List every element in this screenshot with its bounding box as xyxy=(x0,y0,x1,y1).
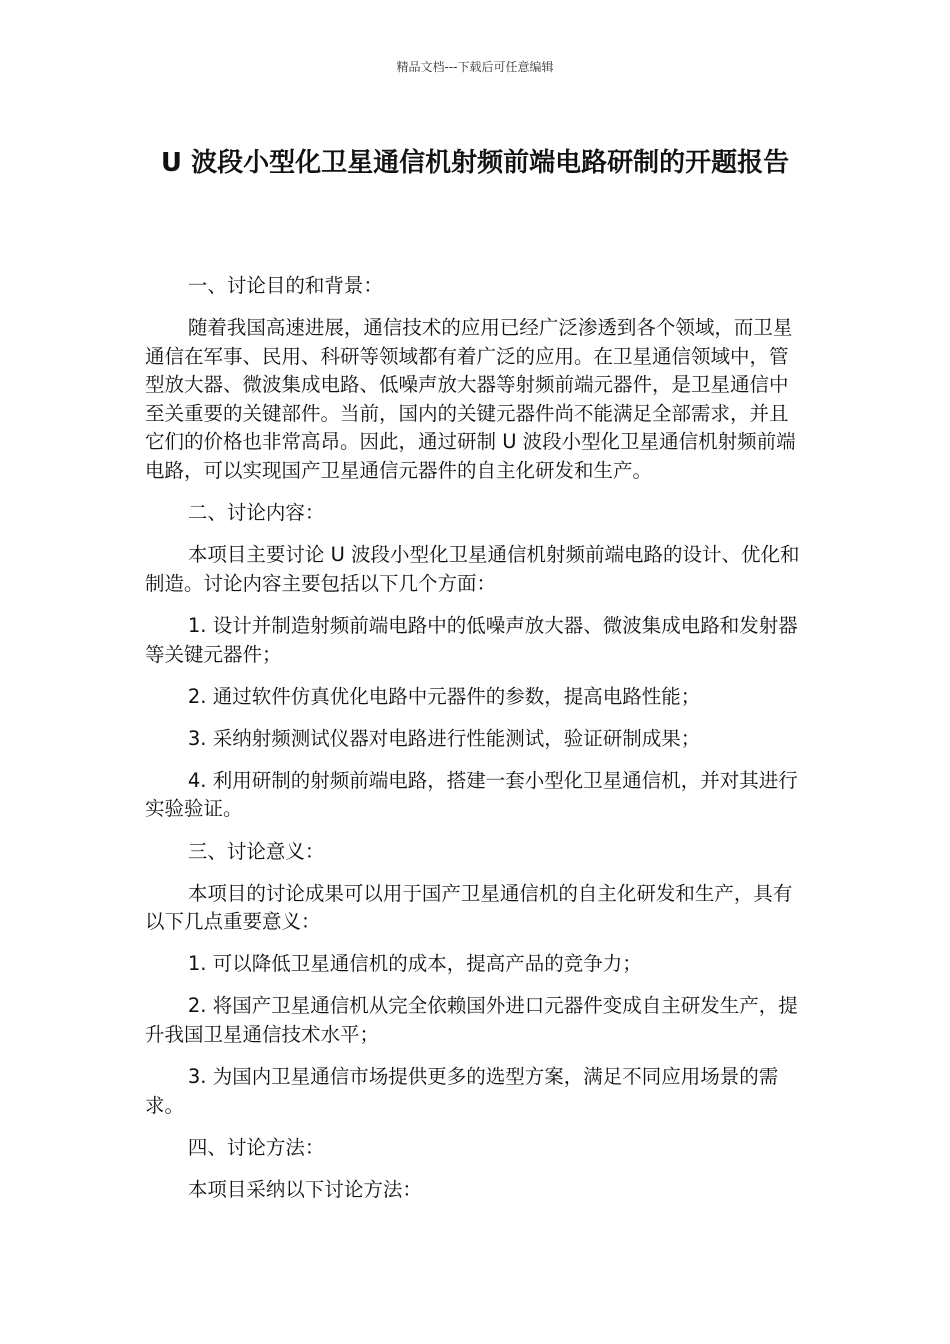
list-item-content-1: 1. 设计并制造射频前端电路中的低噪声放大器、微波集成电路和发射器等关键元器件； xyxy=(145,613,798,666)
section-heading-purpose: 一、讨论目的和背景： xyxy=(187,274,383,297)
list-item-significance-2: 2. 将国产卫星通信机从完全依赖国外进口元器件变成自主研发生产，提升我国卫星通信技术水平； xyxy=(145,994,798,1046)
paragraph-methods-intro: 本项目采纳以下讨论方法： xyxy=(187,1177,422,1201)
page-header-note: 精品文档---下载后可任意编辑 xyxy=(396,60,554,74)
list-item-content-3: 3. 采纳射频测试仪器对电路进行性能测试，验证研制成果； xyxy=(187,726,701,750)
section-heading-methods: 四、讨论方法： xyxy=(187,1135,325,1159)
paragraph-background: 随着我国高速进展，通信技术的应用已经广泛渗透到各个领域，而卫星通信在军事、民用、科研等领域都有着广泛的应用。在卫星通信领域中，管型放大器、微波集成电路、低噪声放大器等射频前端元器件，是卫星通信中至关重要的关键部件。当前，国内的关键元器件尚不能满足全部需求，并且它们的价格也非常高昂。因此，通过研制 U 波段小型化卫星通信机射频前端电路，可以实现国产卫星通信元器件的自主化研发和生产。 xyxy=(145,316,796,483)
list-item-content-4: 4. 利用研制的射频前端电路，搭建一套小型化卫星通信机，并对其进行实验验证。 xyxy=(145,768,798,821)
paragraph-content-intro: 本项目主要讨论 U 波段小型化卫星通信机射频前端电路的设计、优化和制造。讨论内容主要包括以下几个方面： xyxy=(145,543,800,595)
list-item-content-2: 2. 通过软件仿真优化电路中元器件的参数，提高电路性能； xyxy=(187,684,701,708)
document-title: U 波段小型化卫星通信机射频前端电路研制的开题报告 xyxy=(160,148,790,178)
list-item-significance-3: 3. 为国内卫星通信市场提供更多的选型方案，满足不同应用场景的需求。 xyxy=(145,1065,779,1117)
section-heading-significance: 三、讨论意义： xyxy=(187,839,325,863)
section-heading-content: 二、讨论内容： xyxy=(187,501,325,525)
document-body xyxy=(145,272,805,1218)
paragraph-significance-intro: 本项目的讨论成果可以用于国产卫星通信机的自主化研发和生产，具有以下几点重要意义： xyxy=(145,881,793,934)
list-item-significance-1: 1. 可以降低卫星通信机的成本，提高产品的竞争力； xyxy=(187,952,642,976)
